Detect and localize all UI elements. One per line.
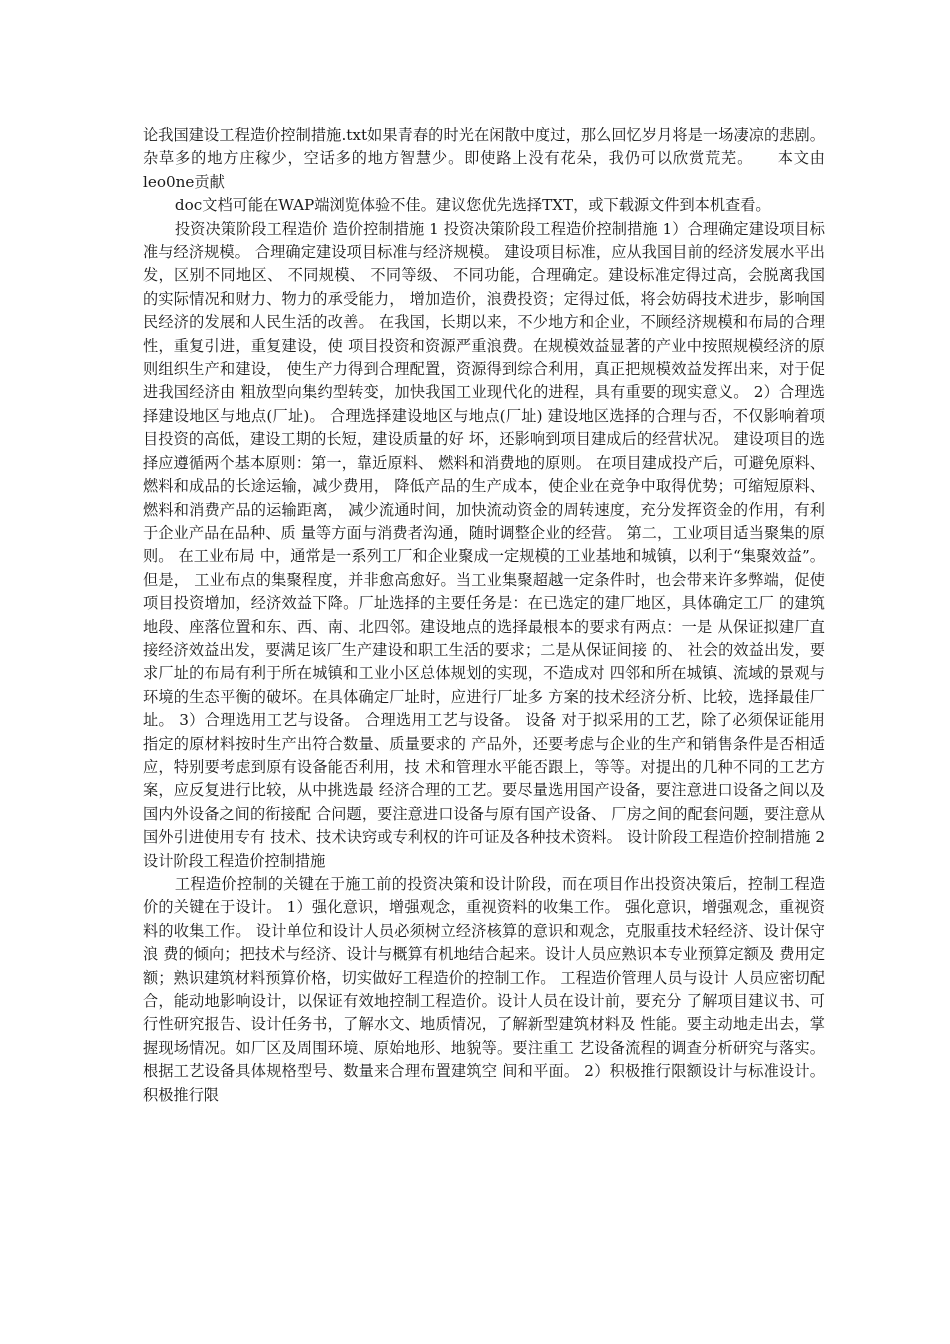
paragraph-intro: 论我国建设工程造价控制措施.txt如果青春的时光在闲散中度过，那么回忆岁月将是一场凄凉的悲剧。杂草多的地方庄稼少，空话多的地方智慧少。即使路上没有花朵，我仍可以欣赏荒芜。 本文由leo0ne贡献 [143, 126, 825, 191]
paragraph-investment-decision: 投资决策阶段工程造价 造价控制措施 1 投资决策阶段工程造价控制措施 1）合理确定建设项目标准与经济规模。 合理确定建设项目标准与经济规模。 建设项目标准，应从我国目前的经济发展水平出发，区别不同地区、 不同规模、 不同等级、 不同功能，合理确定。建设标准定得过高，会脱离我国的实际情况和财力、物力的承受能力， 增加造价，浪费投资；定得过低，将会妨碍技术进步，影响国民经济的发展和人民生活的改善。 在我国，长期以来，不少地方和企业，不顾经济规模和布局的合理性，重复引进，重复建设，使 项目投资和资源严重浪费。在规模效益显著的产业中按照规模经济的原则组织生产和建设， 使生产力得到合理配置，资源得到综合利用，真正把规模效益发挥出来，对于促进我国经济由 粗放型向集约型转变，加快我国工业现代化的进程，具有重要的现实意义。 2）合理选择建设地区与地点(厂址)。 合理选择建设地区与地点(厂址) 建设地区选择的合理与否，不仅影响着项目投资的高低，建设工期的长短，建设质量的好 坏，还影响到项目建成后的经营状况。 建设项目的选择应遵循两个基本原则：第一，靠近原料、 燃料和消费地的原则。 在项目建成投产后，可避免原料、燃料和成品的长途运输，减少费用， 降低产品的生产成本，使企业在竞争中取得优势；可缩短原料、燃料和消费产品的运输距离， 减少流通时间，加快流动资金的周转速度，充分发挥资金的作用，有利于企业产品在品种、质 量等方面与消费者沟通，随时调整企业的经营。 第二，工业项目适当聚集的原则。 在工业布局 中，通常是一系列工厂和企业聚成一定规模的工业基地和城镇，以利于“集聚效益”。但是， 工业布点的集聚程度，并非愈高愈好。当工业集聚超越一定条件时，也会带来许多弊端，促使 项目投资增加，经济效益下降。厂址选择的主要任务是：在已选定的建厂地区，具体确定工厂 的建筑地段、座落位置和东、西、南、北四邻。建设地点的选择最根本的要求有两点：一是 从保证拟建厂直接经济效益出发，要满足该厂生产建设和职工生活的要求；二是从保证间接 的、 社会的效益出发，要求厂址的布局有利于所在城镇和工业小区总体规划的实现，不造成对 四邻和所在城镇、流域的景观与环境的生态平衡的破坏。在具体确定厂址时，应进行厂址多 方案的技术经济分析、比较，选择最佳厂址。 3）合理选用工艺与设备。 合理选用工艺与设备。 设备 对于拟采用的工艺，除了必须保证能用指定的原材料按时生产出符合数量、质量要求的 产品外，还要考虑与企业的生产和销售条件是否相适应，特别要考虑到原有设备能否利用，技 术和管理水平能否跟上，等等。对提出的几种不同的工艺方案，应反复进行比较，从中挑选最 经济合理的工艺。要尽量选用国产设备，要注意进口设备之间以及国内外设备之间的衔接配 合问题，要注意进口设备与原有国产设备、 厂房之间的配套问题，要注意从国外引进使用专有 技术、技术诀窍或专利权的许可证及各种技术资料。 设计阶段工程造价控制措施 2 设计阶段工程造价控制措施 [143, 219, 825, 870]
paragraph-doc-notice: doc文档可能在WAP端浏览体验不佳。建议您优先选择TXT，或下载源文件到本机查看。 [174, 196, 771, 215]
paragraph-design-stage: 工程造价控制的关键在于施工前的投资决策和设计阶段，而在项目作出投资决策后，控制工程造价的关键在于设计。 1）强化意识，增强观念，重视资料的收集工作。 强化意识，增强观念，重视资料的收集工作。 设计单位和设计人员必须树立经济核算的意识和观念，克服重技术轻经济、设计保守浪 费的倾向；把技术与经济、设计与概算有机地结合起来。设计人员应熟识本专业预算定额及 费用定额；熟识建筑材料预算价格，切实做好工程造价的控制工作。 工程造价管理人员与设计 人员应密切配合，能动地影响设计，以保证有效地控制工程造价。设计人员在设计前，要充分 了解项目建议书、可行性研究报告、设计任务书，了解水文、地质情况，了解新型建筑材料及 性能。要主动地走出去，掌握现场情况。如厂区及周围环境、原始地形、地貌等。要注重工 艺设备流程的调查分析研究与落实。根据工艺设备具体规格型号、数量来合理布置建筑空 间和平面。 2）积极推行限额设计与标准设计。 积极推行限 [143, 875, 825, 1104]
document-body [143, 124, 825, 1107]
